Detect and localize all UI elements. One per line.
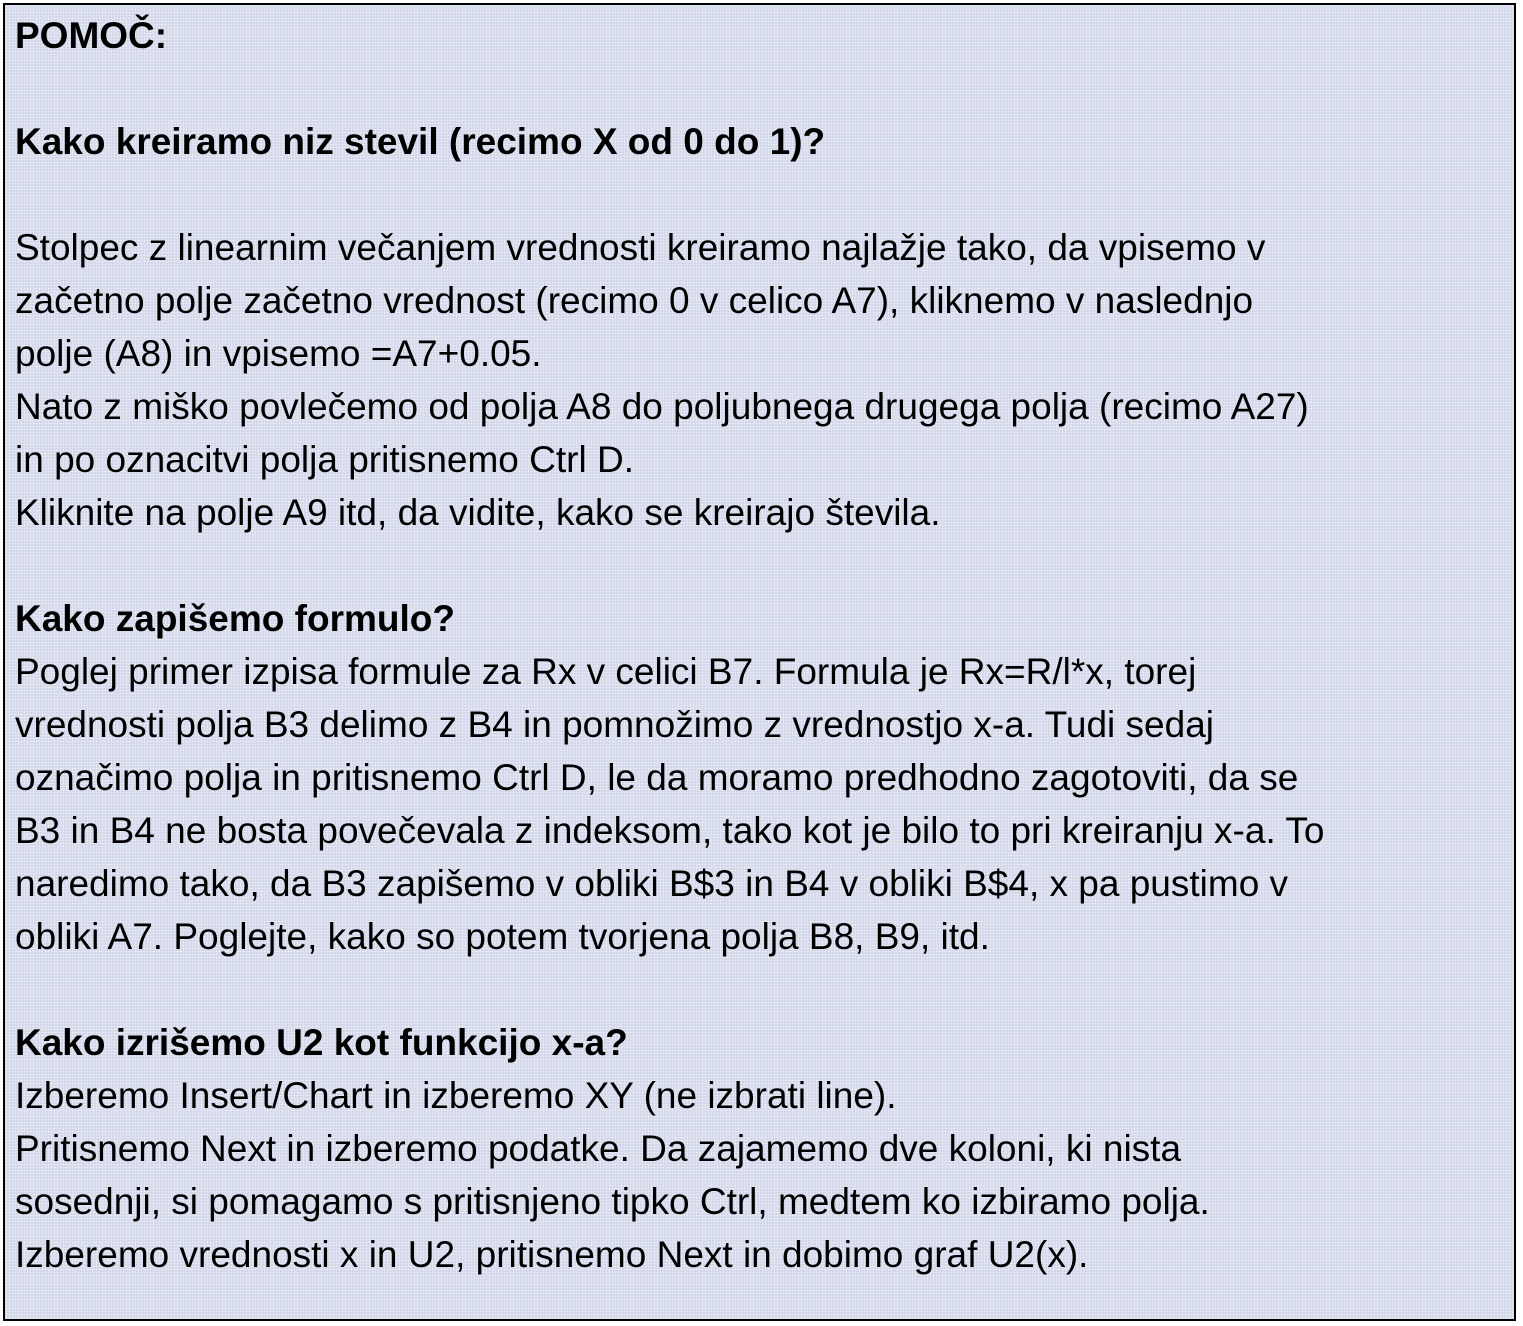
section-heading-number-series: Kako kreiramo niz stevil (recimo X od 0 do 1)? [15,121,826,162]
spacer [15,963,1514,1016]
paragraph-line: vrednosti polja B3 delimo z B4 in pomnožimo z vrednostjo x-a. Tudi sedaj [15,704,1214,745]
paragraph-line: obliki A7. Poglejte, kako so potem tvorjena polja B8, B9, itd. [15,916,990,957]
paragraph-line: Pritisnemo Next in izberemo podatke. Da zajamemo dve koloni, ki nista [15,1128,1182,1169]
paragraph-line: Izberemo Insert/Chart in izberemo XY (ne izbrati line). [15,1075,897,1116]
section-heading-formula: Kako zapišemo formulo? [15,598,455,639]
spacer [15,539,1514,592]
paragraph-line: označimo polja in pritisnemo Ctrl D, le da moramo predhodno zagotoviti, da se [15,757,1299,798]
paragraph-line: Kliknite na polje A9 itd, da vidite, kako se kreirajo števila. [15,492,941,533]
paragraph-line: začetno polje začetno vrednost (recimo 0 v celico A7), kliknemo v naslednjo [15,280,1254,321]
section-heading-chart: Kako izrišemo U2 kot funkcijo x-a? [15,1022,628,1063]
paragraph-line: Izberemo vrednosti x in U2, pritisnemo Next in dobimo graf U2(x). [15,1234,1089,1275]
paragraph-line: Poglej primer izpisa formule za Rx v celici B7. Formula je Rx=R/l*x, torej [15,651,1197,692]
paragraph-line: B3 in B4 ne bosta povečevala z indeksom, tako kot je bilo to pri kreiranju x-a. To [15,810,1325,851]
paragraph-line: Nato z miško povlečemo od polja A8 do poljubnega drugega polja (recimo A27) [15,386,1309,427]
paragraph-line: Stolpec z linearnim večanjem vrednosti kreiramo najlažje tako, da vpisemo v [15,227,1266,268]
help-title: POMOČ: [15,15,168,56]
paragraph-line: sosednji, si pomagamo s pritisnjeno tipko Ctrl, medtem ko izbiramo polja. [15,1181,1210,1222]
paragraph-line: naredimo tako, da B3 zapišemo v obliki B$3 in B4 v obliki B$4, x pa pustimo v [15,863,1289,904]
paragraph-line: in po oznacitvi polja pritisnemo Ctrl D. [15,439,634,480]
spacer [15,168,1514,221]
spacer [15,62,1514,115]
paragraph-line: polje (A8) in vpisemo =A7+0.05. [15,333,542,374]
help-text-box [3,3,1516,1321]
